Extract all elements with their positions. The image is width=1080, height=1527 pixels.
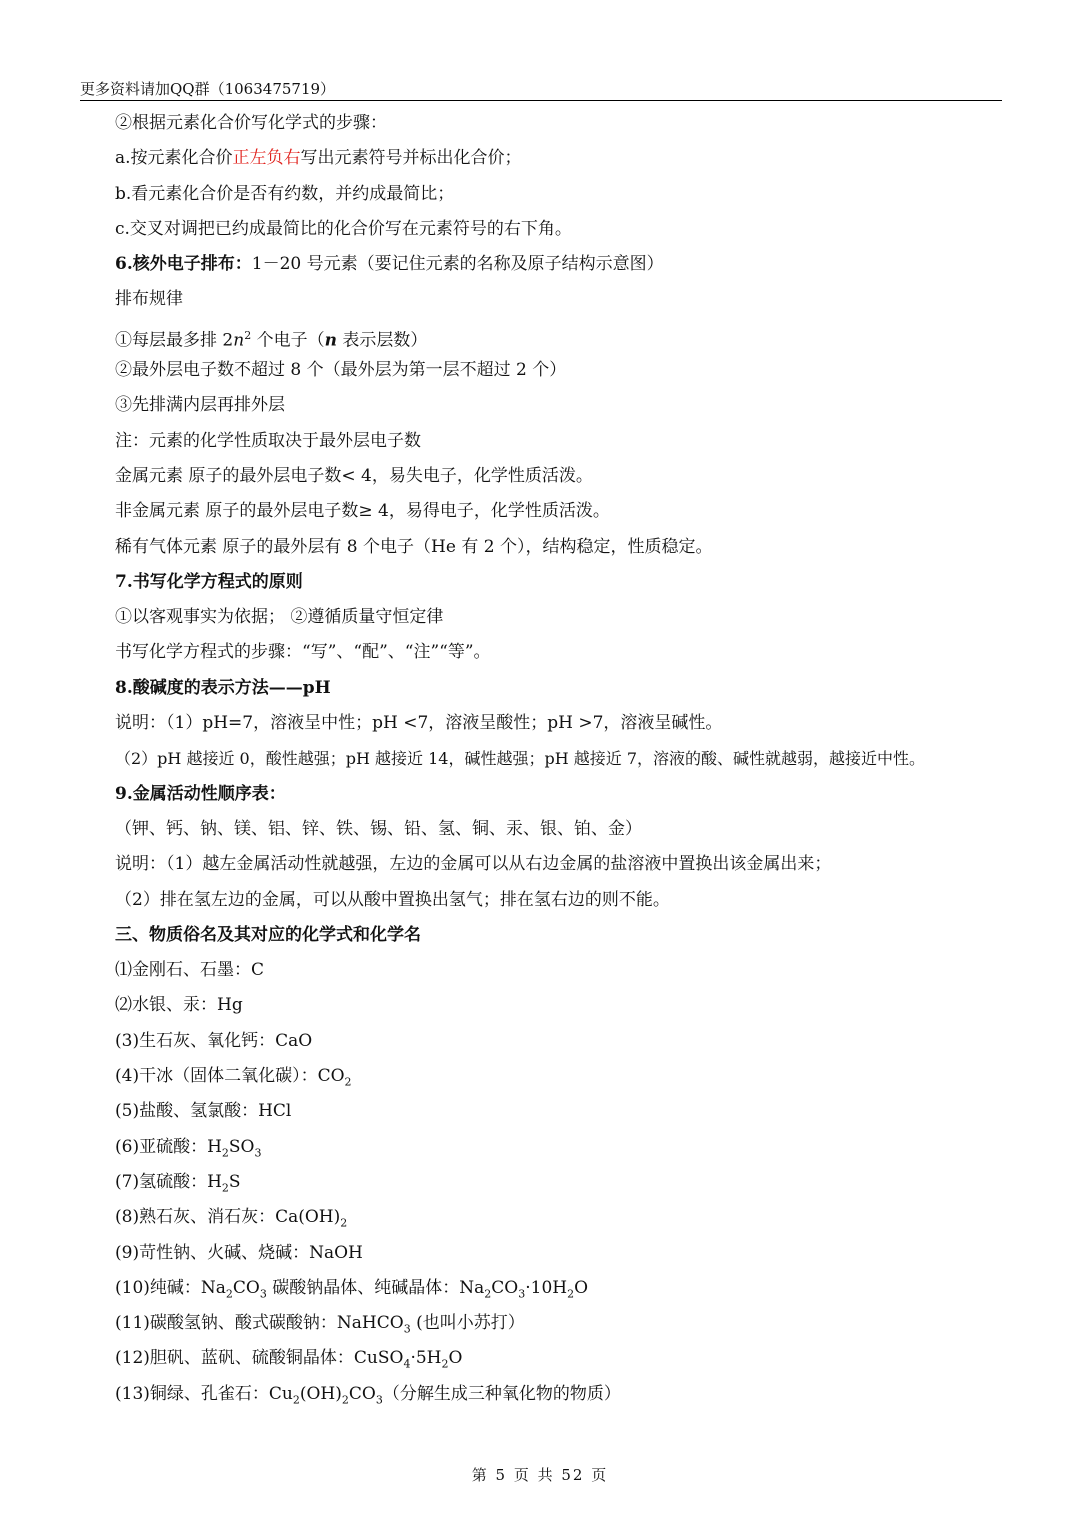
text-segment: ①以客观事实为依据； ②遵循质量守恒定律	[115, 607, 444, 628]
text-segment: 稀有气体元素 原子的最外层有 8 个电子（He 有 2 个），结构稳定，性质稳定。	[115, 536, 713, 557]
subscript: 2	[441, 1357, 449, 1371]
text-segment: CO	[348, 1383, 376, 1404]
text-segment: 注：元素的化学性质取决于最外层电子数	[115, 430, 421, 451]
text-line	[115, 1306, 1015, 1341]
text-segment: CO	[232, 1277, 260, 1298]
text-segment: c.交叉对调把已约成最简比的化合价写在元素符号的右下角。	[115, 218, 572, 239]
subscript: 2	[221, 1181, 229, 1195]
text-segment: ⑵水银、汞：Hg	[115, 995, 243, 1016]
text-segment: ③先排满内层再排外层	[115, 395, 285, 416]
text-segment: O	[448, 1348, 463, 1369]
text-line	[115, 1341, 1015, 1376]
subscript: 3	[518, 1287, 526, 1301]
text-segment: ⑴金刚石、石墨：C	[115, 960, 265, 981]
text-line	[115, 106, 1015, 141]
text-segment: (OH)	[299, 1383, 342, 1404]
highlighted-text: 正左负右	[232, 148, 301, 169]
text-segment: n	[233, 330, 245, 351]
subscript: 3	[254, 1146, 262, 1159]
text-segment: 碳酸钠晶体、纯碱晶体：Na	[266, 1277, 485, 1298]
text-segment: 说明：（1）pH=7，溶液呈中性；pH <7，溶液呈酸性；pH >7，溶液呈碱性。	[115, 713, 723, 734]
text-segment: (3)生石灰、氧化钙：CaO	[115, 1030, 313, 1051]
text-line	[115, 565, 1015, 600]
text-segment: 排布规律	[115, 289, 183, 310]
text-line	[115, 635, 1015, 670]
text-line	[115, 353, 1015, 388]
text-line	[115, 177, 1015, 212]
text-line	[115, 1271, 1015, 1306]
text-segment: 三、物质俗名及其对应的化学式和化学名	[115, 924, 421, 945]
text-line	[115, 1024, 1015, 1059]
subscript: 2	[567, 1287, 575, 1301]
text-line	[115, 777, 1015, 812]
page-header	[80, 78, 1002, 101]
subscript: 2	[484, 1287, 492, 1301]
text-line	[115, 530, 1015, 565]
subscript: 2	[225, 1287, 233, 1301]
text-line	[115, 812, 1015, 847]
text-segment: ①每层最多排 2	[115, 330, 234, 351]
text-segment: (11)碳酸氢钠、酸式碳酸钠：NaHCO	[115, 1313, 404, 1334]
text-segment: (7)氢硫酸：H	[115, 1171, 222, 1192]
header-text: 更多资料请加QQ群（1063475719）	[80, 80, 336, 98]
text-segment: ·10H	[525, 1277, 568, 1298]
page-footer: 第 5 页 共 52 页	[471, 1466, 609, 1484]
text-line	[115, 424, 1015, 459]
subscript: 3	[375, 1393, 383, 1407]
text-segment: a.按元素化合价	[115, 148, 233, 169]
text-segment: 写出元素符号并标出化合价；	[300, 148, 522, 169]
text-line	[115, 212, 1015, 247]
subscript: 4	[403, 1357, 411, 1371]
subscript: 2	[340, 1216, 348, 1230]
text-line	[115, 671, 1015, 706]
text-segment: （钾、钙、钠、镁、铝、锌、铁、锡、铅、氢、铜、汞、银、铂、金）	[115, 818, 642, 839]
subscript: 2	[341, 1393, 349, 1407]
text-segment: (13)铜绿、孔雀石：Cu	[115, 1383, 293, 1404]
text-line	[115, 600, 1015, 635]
text-segment: （2）排在氢左边的金属，可以从酸中置换出氢气；排在氢右边的则不能。	[115, 889, 670, 910]
text-segment: (10)纯碱：Na	[115, 1277, 226, 1298]
text-segment: 1－20 号元素（要记住元素的名称及原子结构示意图）	[251, 254, 664, 275]
text-line	[115, 918, 1015, 953]
text-line	[115, 1200, 1015, 1235]
text-line	[115, 1094, 1015, 1129]
text-segment: （分解生成三种氧化物的物质）	[382, 1383, 621, 1404]
text-line	[115, 706, 1015, 741]
text-segment: (9)苛性钠、火碱、烧碱：NaOH	[115, 1242, 363, 1263]
text-line	[115, 1236, 1015, 1271]
text-line	[115, 1059, 1015, 1094]
text-line	[115, 318, 1015, 353]
text-segment: 表示层数）	[336, 330, 428, 351]
text-segment: 金属元素 原子的最外层电子数< 4，易失电子，化学性质活泼。	[115, 465, 593, 486]
text-segment: ②根据元素化合价写化学式的步骤：	[115, 113, 387, 133]
text-line	[115, 883, 1015, 918]
text-line	[115, 847, 1015, 882]
text-segment: SO	[228, 1136, 255, 1157]
document-body	[115, 106, 1015, 1412]
text-segment: 非金属元素 原子的最外层电子数≥ 4，易得电子，化学性质活泼。	[115, 501, 610, 522]
text-line	[115, 953, 1015, 988]
text-line	[115, 459, 1015, 494]
subscript: 2	[292, 1393, 300, 1407]
text-segment: (8)熟石灰、消石灰：Ca(OH)	[115, 1207, 341, 1228]
text-segment: S	[228, 1171, 241, 1192]
text-segment: n	[324, 330, 337, 351]
text-line	[115, 1377, 1015, 1412]
subscript: 3	[403, 1322, 411, 1336]
text-line	[115, 282, 1015, 317]
text-line	[115, 988, 1015, 1023]
text-segment: 个电子（	[251, 330, 325, 351]
text-segment: O	[574, 1277, 589, 1298]
text-segment: CO	[491, 1277, 519, 1298]
superscript: 2	[244, 328, 252, 342]
text-segment: 7.书写化学方程式的原则	[115, 571, 303, 592]
text-segment: ·5H	[410, 1348, 442, 1369]
text-segment: 书写化学方程式的步骤：“写”、“配”、“注”“等”。	[115, 642, 491, 663]
text-line	[115, 494, 1015, 529]
text-segment: (也叫小苏打）	[410, 1313, 525, 1334]
text-segment: (12)胆矾、蓝矾、硫酸铜晶体：CuSO	[115, 1348, 404, 1369]
text-line	[115, 141, 1015, 176]
text-line	[115, 247, 1015, 282]
text-line	[115, 1165, 1015, 1200]
text-segment: b.看元素化合价是否有约数，并约成最简比；	[115, 183, 455, 204]
text-line	[115, 741, 1015, 776]
subscript: 3	[259, 1287, 267, 1301]
subscript: 2	[221, 1146, 229, 1159]
text-segment: (5)盐酸、氢氯酸：HCl	[115, 1101, 292, 1122]
text-segment: ②最外层电子数不超过 8 个（最外层为第一层不超过 2 个）	[115, 360, 567, 381]
subscript: 2	[344, 1075, 352, 1089]
text-segment: 6.核外电子排布：	[115, 254, 252, 275]
text-segment: 8.酸碱度的表示方法——pH	[115, 677, 331, 698]
text-segment: （2）pH 越接近 0，酸性越强；pH 越接近 14，碱性越强；pH 越接近 7，溶液的酸、碱性就越弱，越接近中性。	[115, 749, 926, 769]
text-segment: (4)干冰（固体二氧化碳）：CO	[115, 1066, 345, 1087]
text-line	[115, 388, 1015, 423]
text-segment: (6)亚硫酸：H	[115, 1136, 222, 1157]
text-segment: 说明：（1）越左金属活动性就越强，左边的金属可以从右边金属的盐溶液中置换出该金属出来；	[115, 854, 832, 875]
text-line	[115, 1130, 1015, 1165]
text-segment: 9.金属活动性顺序表：	[115, 783, 286, 804]
